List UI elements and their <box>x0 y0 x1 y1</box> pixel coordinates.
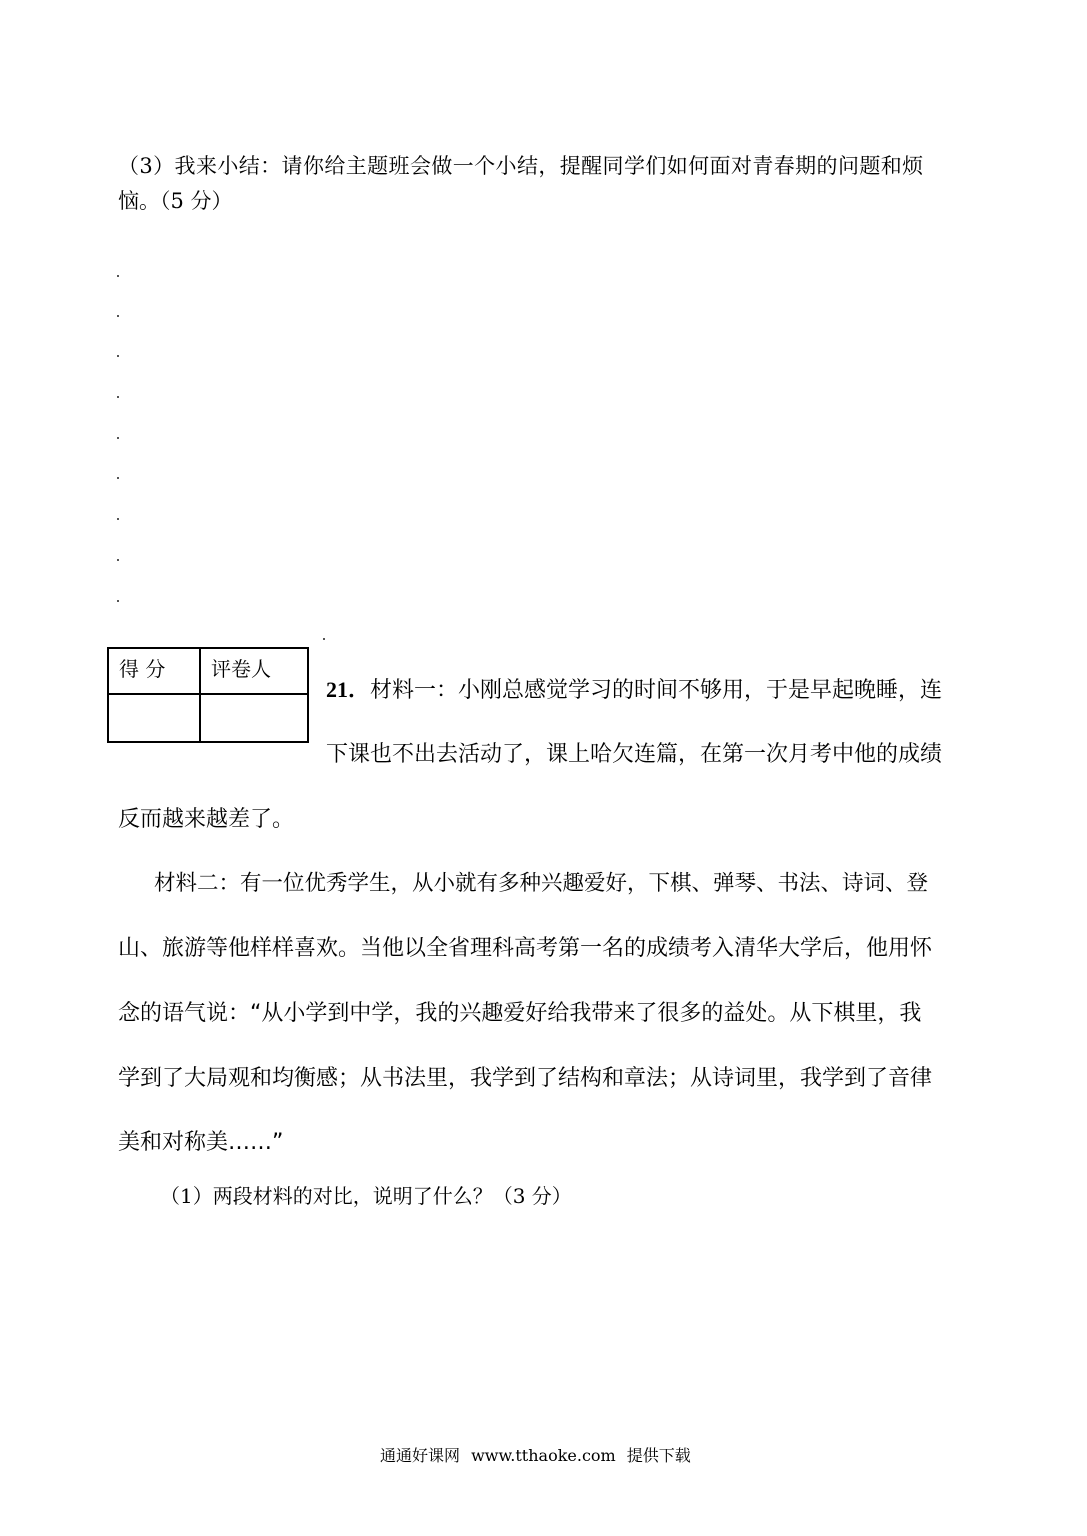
question3-line1: （3）我来小结：请你给主题班会做一个小结，提醒同学们如何面对青春期的问题和烦 <box>118 154 924 178</box>
answer-line-marker <box>117 355 119 357</box>
answer-line-marker <box>117 275 119 277</box>
material2-line2: 山、旅游等他样样喜欢。当他以全省理科高考第一名的成绩考入清华大学后，他用怀 <box>118 936 933 961</box>
answer-line-marker <box>117 437 119 439</box>
answer-line-marker <box>117 315 119 317</box>
material2-line5: 美和对称美……” <box>118 1130 284 1155</box>
question3-line2: 恼。（5 分） <box>118 189 233 213</box>
question21-sub1: （1）两段材料的对比，说明了什么？（3 分） <box>160 1184 572 1208</box>
answer-line-marker <box>117 600 119 602</box>
grader-header: 评卷人 <box>200 648 308 694</box>
answer-line-marker <box>117 559 119 561</box>
answer-line-marker <box>117 477 119 479</box>
answer-line-marker <box>117 396 119 398</box>
grader-cell <box>200 694 308 742</box>
question21-line2: 下课也不出去活动了，课上哈欠连篇，在第一次月考中他的成绩 <box>326 742 943 767</box>
material2-line4: 学到了大局观和均衡感；从书法里，我学到了结构和章法；从诗词里，我学到了音律 <box>118 1066 933 1091</box>
question21-line3: 反而越来越差了。 <box>118 807 295 832</box>
question21-number: 21． <box>326 677 371 702</box>
answer-line-marker <box>117 518 119 520</box>
footer-credit: 通通好课网 www.tthaoke.com 提供下载 <box>380 1446 691 1465</box>
question21-line1 <box>326 674 942 707</box>
score-header: 得 分 <box>108 648 200 694</box>
answer-line-marker <box>323 638 325 640</box>
material2-line3: 念的语气说：“从小学到中学，我的兴趣爱好给我带来了很多的益处。从下棋里，我 <box>118 1001 922 1026</box>
question21-material1-start: 材料一：小刚总感觉学习的时间不够用，于是早起晚睡，连 <box>370 678 943 703</box>
score-cell <box>108 694 200 742</box>
material2-line1: 材料二：有一位优秀学生，从小就有多种兴趣爱好，下棋、弹琴、书法、诗词、登 <box>154 871 929 896</box>
score-table <box>107 647 309 743</box>
